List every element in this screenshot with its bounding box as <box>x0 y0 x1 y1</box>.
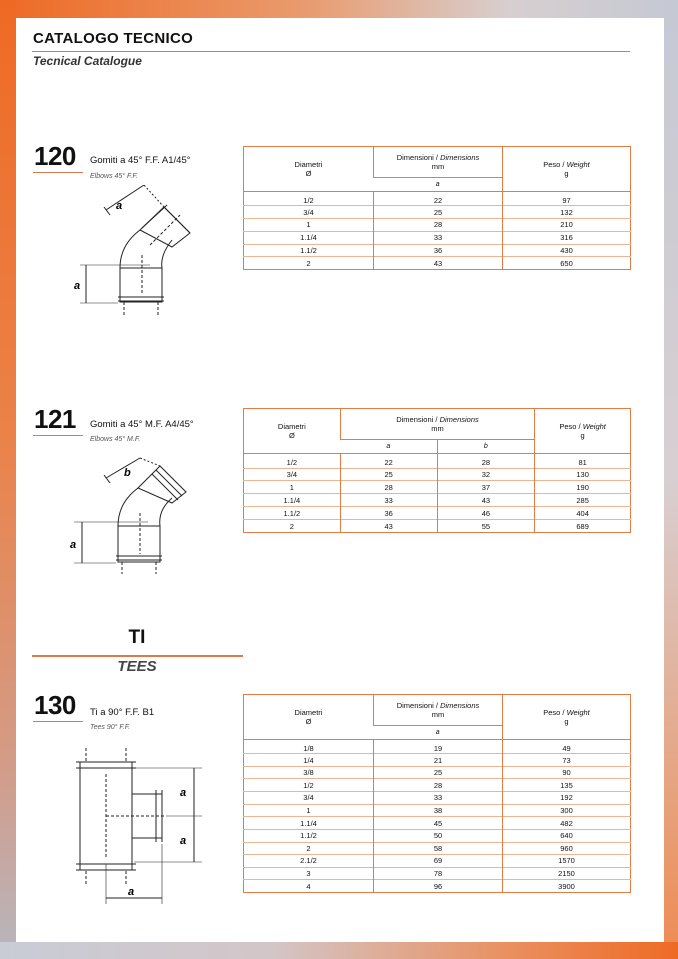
table-row <box>244 206 631 219</box>
dimension-label-b: b <box>124 467 131 479</box>
dimension-label-a: a <box>70 539 77 551</box>
table-cell: 50 <box>374 829 503 842</box>
table-cell: 960 <box>503 842 631 855</box>
col-dimensions-unit: mm <box>431 710 445 719</box>
col-diameter-label: Diametri <box>294 708 323 717</box>
col-dimensions-it: Dimensioni / <box>396 701 441 710</box>
product-name-it: Gomiti a 45° M.F. A4/45° <box>90 419 194 430</box>
col-header-weight <box>503 147 631 192</box>
col-header-weight <box>503 695 631 740</box>
table-row <box>244 867 631 880</box>
table-cell: 3 <box>244 867 374 880</box>
table-cell: 28 <box>374 219 503 232</box>
col-weight-it: Peso / <box>559 422 583 431</box>
table-cell: 37 <box>437 481 535 494</box>
col-header-dimensions <box>340 409 534 440</box>
table-cell: 285 <box>535 494 631 507</box>
table-cell: 2.1/2 <box>244 855 374 868</box>
elbow-body-outer <box>118 488 138 526</box>
table-cell: 22 <box>340 454 437 469</box>
table-cell: 4 <box>244 880 374 893</box>
table-row <box>244 507 631 520</box>
table-cell: 1/2 <box>286 458 298 468</box>
table-row <box>244 779 631 792</box>
table-cell: 3/4 <box>244 468 341 481</box>
col-header-dimensions <box>374 147 503 178</box>
diameter-symbol: Ø <box>305 169 312 178</box>
product-name-it: Gomiti a 45° F.F. A1/45° <box>90 155 191 166</box>
table-cell: 3900 <box>503 880 631 893</box>
col-weight-en: Weight <box>566 708 590 717</box>
table-cell: 2 <box>244 842 374 855</box>
table-cell: 36 <box>374 244 503 257</box>
table-cell: 2 <box>244 257 374 270</box>
table-cell: 482 <box>503 817 631 830</box>
catalog-title: CATALOGO TECNICO <box>33 30 194 47</box>
dimension-label-a: a <box>180 787 187 799</box>
col-weight-it: Peso / <box>543 160 567 169</box>
table-cell: 650 <box>503 257 631 270</box>
table-row <box>244 481 631 494</box>
table-row <box>244 792 631 805</box>
col-dimensions-en: Dimensions <box>439 415 479 424</box>
table-cell: 640 <box>503 829 631 842</box>
table-row <box>244 842 631 855</box>
table-cell: 38 <box>374 804 503 817</box>
table-cell: 689 <box>535 520 631 533</box>
col-header-weight <box>535 409 631 454</box>
subcol-a: a <box>374 726 503 740</box>
spec-table-130 <box>243 694 631 893</box>
product-code-underline <box>33 721 83 722</box>
elbow-socket-bottom <box>118 526 160 562</box>
product-code-121: 121 <box>34 404 76 434</box>
product-code-underline <box>33 172 83 173</box>
col-weight-en: Weight <box>582 422 606 431</box>
subcol-a: a <box>374 178 503 192</box>
col-weight-unit: g <box>564 717 569 726</box>
table-cell: 33 <box>374 792 503 805</box>
table-row <box>244 219 631 232</box>
table-row <box>244 468 631 481</box>
section-divider <box>32 655 243 657</box>
col-diameter-label: Diametri <box>277 422 306 431</box>
page-border-bottom <box>0 942 678 959</box>
subcol-a: a <box>340 440 437 454</box>
col-weight-unit: g <box>564 169 569 178</box>
table-cell: 1 <box>244 804 374 817</box>
col-dimensions-it: Dimensioni / <box>396 415 440 424</box>
table-cell: 1570 <box>503 855 631 868</box>
elbow-body-outer <box>120 230 140 268</box>
table-cell: 404 <box>535 507 631 520</box>
table-cell: 2150 <box>503 867 631 880</box>
col-dimensions-en: Dimensions <box>440 153 480 162</box>
table-cell: 28 <box>437 454 535 469</box>
product-code-120: 120 <box>34 141 76 171</box>
table-cell: 28 <box>340 481 437 494</box>
table-cell: 316 <box>503 231 631 244</box>
product-code-130: 130 <box>34 690 76 720</box>
dimension-label-a: a <box>128 886 135 898</box>
col-dimensions-unit: mm <box>431 424 444 433</box>
product-name-en: Elbows 45° F.F. <box>90 173 138 180</box>
table-row <box>244 817 631 830</box>
table-cell: 19 <box>374 740 503 754</box>
table-cell: 69 <box>374 855 503 868</box>
table-cell: 55 <box>437 520 535 533</box>
table-cell: 96 <box>374 880 503 893</box>
table-cell: 90 <box>503 766 631 779</box>
table-cell: 1.1/4 <box>244 494 341 507</box>
table-cell: 430 <box>503 244 631 257</box>
col-header-diameter <box>244 409 341 454</box>
diameter-symbol: Ø <box>288 431 295 440</box>
product-name-en: Tees 90° F.F. <box>90 724 131 731</box>
col-weight-en: Weight <box>566 160 590 169</box>
table-row <box>244 855 631 868</box>
dimension-label-a: a <box>180 835 187 847</box>
table-cell: 32 <box>437 468 535 481</box>
elbow-45-mf-drawing <box>60 448 210 583</box>
subcol-b: b <box>437 440 535 454</box>
table-cell: 22 <box>374 192 503 206</box>
table-cell: 43 <box>340 520 437 533</box>
table-row <box>244 454 631 469</box>
table-row <box>244 520 631 533</box>
diameter-symbol: Ø <box>305 717 312 726</box>
table-cell: 135 <box>503 779 631 792</box>
table-cell: 73 <box>503 754 631 767</box>
col-dimensions-it: Dimensioni / <box>396 153 441 162</box>
col-weight-unit: g <box>580 431 585 440</box>
col-header-diameter <box>244 147 374 192</box>
page-border-right <box>664 0 678 959</box>
tee-90-ff-drawing <box>62 744 212 910</box>
section-title: TI <box>128 627 146 648</box>
table-cell: 2 <box>244 520 341 533</box>
spec-table-120 <box>243 146 631 270</box>
dimension-label-a: a <box>116 200 123 212</box>
spec-table-121 <box>243 408 631 533</box>
product-code-underline <box>33 435 83 436</box>
table-cell: 45 <box>374 817 503 830</box>
section-subtitle: TEES <box>117 658 157 675</box>
table-row <box>244 192 631 206</box>
table-cell: 1/2 <box>244 779 374 792</box>
col-dimensions-en: Dimensions <box>440 701 480 710</box>
table-cell: 25 <box>374 766 503 779</box>
table-cell: 49 <box>503 740 631 754</box>
table-cell: 25 <box>340 468 437 481</box>
table-cell: 300 <box>503 804 631 817</box>
table-row <box>244 829 631 842</box>
col-weight-it: Peso / <box>543 708 567 717</box>
table-cell: 21 <box>374 754 503 767</box>
table-cell: 132 <box>503 206 631 219</box>
table-cell: 58 <box>374 842 503 855</box>
table-cell: 81 <box>535 454 631 469</box>
table-cell: 25 <box>374 206 503 219</box>
table-cell: 1/4 <box>244 754 374 767</box>
table-row <box>244 740 631 754</box>
table-row <box>244 231 631 244</box>
table-row <box>244 804 631 817</box>
table-cell: 78 <box>374 867 503 880</box>
table-cell: 28 <box>374 779 503 792</box>
table-cell: 210 <box>503 219 631 232</box>
table-row <box>244 754 631 767</box>
table-cell: 33 <box>374 231 503 244</box>
table-cell: 3/8 <box>244 766 374 779</box>
table-cell: 1 <box>244 219 374 232</box>
table-cell: 1 <box>244 481 341 494</box>
table-cell: 1.1/2 <box>244 829 374 842</box>
elbow-socket-angled <box>140 207 190 247</box>
table-cell: 3/4 <box>244 792 374 805</box>
page-border-left <box>0 0 16 959</box>
table-row <box>244 766 631 779</box>
table-row <box>244 244 631 257</box>
product-name-en: Elbows 45° M.F. <box>90 436 141 443</box>
header-divider <box>32 51 630 52</box>
product-name-it: Ti a 90° F.F. B1 <box>90 707 155 718</box>
table-cell: 192 <box>503 792 631 805</box>
page-border-top <box>0 0 678 18</box>
table-row <box>244 880 631 893</box>
table-row <box>244 494 631 507</box>
col-diameter-label: Diametri <box>294 160 323 169</box>
table-cell: 1.1/2 <box>244 507 341 520</box>
table-cell: 1/2 <box>303 196 314 206</box>
table-cell: 3/4 <box>244 206 374 219</box>
table-cell: 33 <box>340 494 437 507</box>
table-cell: 43 <box>374 257 503 270</box>
table-row <box>244 257 631 270</box>
elbow-45-ff-drawing <box>60 185 210 320</box>
table-cell: 1.1/2 <box>244 244 374 257</box>
col-header-diameter <box>244 695 374 740</box>
table-cell: 1/8 <box>303 744 314 754</box>
table-cell: 130 <box>535 468 631 481</box>
col-header-dimensions <box>374 695 503 726</box>
table-cell: 46 <box>437 507 535 520</box>
table-cell: 1.1/4 <box>244 817 374 830</box>
catalog-subtitle: Tecnical Catalogue <box>33 54 142 68</box>
table-cell: 43 <box>437 494 535 507</box>
table-cell: 97 <box>503 192 631 206</box>
table-cell: 36 <box>340 507 437 520</box>
col-dimensions-unit: mm <box>431 162 445 171</box>
dimension-label-a: a <box>74 280 81 292</box>
table-cell: 190 <box>535 481 631 494</box>
table-cell: 1.1/4 <box>244 231 374 244</box>
